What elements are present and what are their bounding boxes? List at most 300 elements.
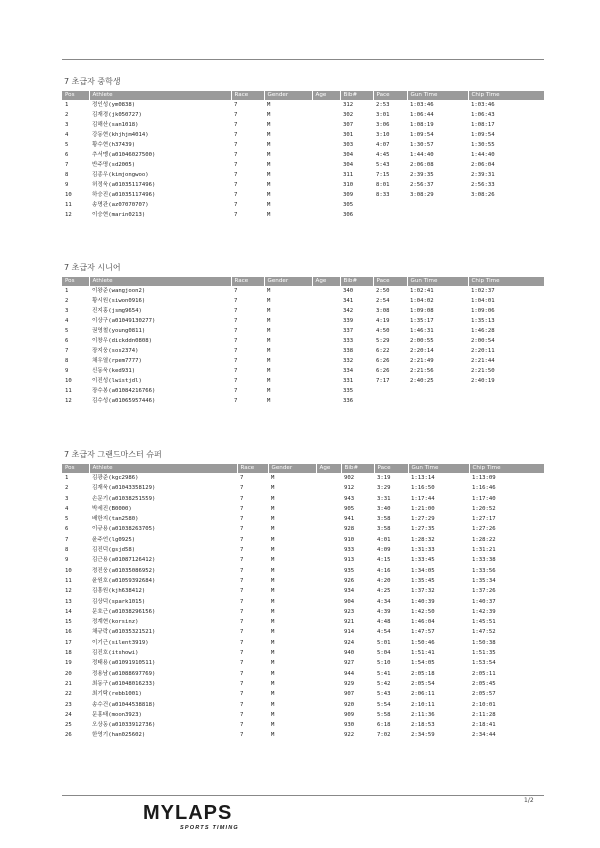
table-cell: 1:21:00 [411, 505, 435, 512]
table-cell: 1:31:21 [472, 547, 496, 554]
table-cell [312, 386, 340, 396]
table-cell: 김흥원(kjh638412) [92, 588, 146, 595]
table-cell: 7 [234, 328, 238, 334]
table-cell: 7 [240, 629, 244, 636]
table-cell: 4:50 [376, 328, 390, 334]
table-cell: 3:10 [376, 132, 390, 138]
table-cell [316, 494, 341, 504]
table-cell [316, 566, 341, 576]
table-cell: 1:35:17 [410, 318, 434, 324]
table-cell: 4:48 [377, 619, 391, 626]
table-cell: 5:04 [377, 650, 391, 657]
table-cell: M [267, 182, 271, 188]
table-cell: M [267, 202, 271, 208]
column-header: Gender [268, 464, 316, 473]
table-cell: 1:51:41 [411, 650, 435, 657]
table-cell: 910 [344, 536, 355, 543]
table-cell: 2:06:04 [471, 162, 495, 168]
table-cell: 이기근(silent3919) [92, 639, 149, 646]
table-cell: 26 [65, 732, 72, 739]
table-cell: 333 [343, 338, 354, 344]
table-cell: 1:06:44 [410, 112, 434, 118]
table-cell: 944 [344, 670, 355, 677]
table-row [62, 576, 544, 586]
table-cell: 손문기(a01038251559) [92, 495, 156, 502]
top-divider [62, 59, 544, 60]
table-cell: 11 [65, 388, 72, 394]
table-cell: 7 [234, 288, 238, 294]
table-cell [468, 386, 544, 396]
table-cell: 943 [344, 495, 355, 502]
table-cell: 7 [234, 112, 238, 118]
table-cell: 309 [343, 192, 354, 198]
table-row [62, 535, 544, 545]
table-cell: M [271, 650, 275, 657]
table-cell: 7 [234, 318, 238, 324]
table-cell [312, 170, 340, 180]
table-cell [316, 555, 341, 565]
table-cell: 최기탁(rebb1001) [92, 691, 142, 698]
table-cell: 김재경(jk050727) [92, 112, 142, 118]
table-cell [312, 120, 340, 130]
table-cell: 12 [65, 398, 72, 404]
table-cell: 7 [240, 691, 244, 698]
table-cell: 반주명(sd2005) [92, 162, 136, 168]
table-cell: M [267, 288, 271, 294]
table-cell: 922 [344, 732, 355, 739]
table-cell: 황시원(siwon0916) [92, 298, 146, 304]
table-cell: 2:05:54 [411, 680, 435, 687]
table-cell: 1:44:40 [471, 152, 495, 158]
table-row [62, 376, 544, 386]
table-row [62, 210, 544, 220]
results-table [62, 91, 545, 220]
table-cell [312, 376, 340, 386]
table-row [62, 545, 544, 555]
table-cell: 13 [65, 598, 72, 605]
table-cell: M [267, 378, 271, 384]
table-cell: 7 [240, 526, 244, 533]
column-header: Pos [62, 91, 89, 100]
table-cell: 1 [65, 102, 69, 108]
table-cell: 2:11:28 [472, 711, 496, 718]
table-cell: 332 [343, 358, 354, 364]
table-cell: 한영기(han025602) [92, 732, 146, 739]
table-cell: 2:20:14 [410, 348, 434, 354]
table-cell: 25 [65, 722, 72, 729]
table-cell: 1:47:52 [472, 629, 496, 636]
table-cell: 이창우(dickddn0808) [92, 338, 152, 344]
mylaps-logo [143, 803, 283, 835]
table-cell: 6:18 [377, 722, 391, 729]
table-cell: 1:27:29 [411, 516, 435, 523]
table-row [62, 710, 544, 720]
table-cell: 4:19 [376, 318, 390, 324]
table-cell: 921 [344, 619, 355, 626]
table-row [62, 356, 544, 366]
table-cell: 907 [344, 691, 355, 698]
table-cell: 7 [240, 547, 244, 554]
column-header: Athlete [89, 277, 231, 286]
column-header: Chip Time [469, 464, 544, 473]
table-cell: M [271, 536, 275, 543]
results-table [62, 464, 545, 741]
table-cell: 1:42:39 [472, 608, 496, 615]
column-header: Chip Time [468, 91, 544, 100]
table-cell: 7:02 [377, 732, 391, 739]
table-row [62, 597, 544, 607]
table-cell: 331 [343, 378, 354, 384]
table-cell: 김광준(kgc2986) [92, 475, 139, 481]
section-title: 7 초급자 중학생 [64, 77, 121, 86]
table-cell: 307 [343, 122, 354, 128]
table-cell [312, 306, 340, 316]
column-header: Race [231, 91, 264, 100]
table-cell: 7 [240, 711, 244, 718]
table-cell: 7:15 [376, 172, 390, 178]
table-cell: 304 [343, 152, 354, 158]
table-cell: M [267, 122, 271, 128]
table-cell: 장지웅(sos2374) [92, 348, 139, 354]
table-cell: 7 [240, 505, 244, 512]
table-cell: 3:31 [377, 495, 391, 502]
table-cell: 4:45 [376, 152, 390, 158]
table-cell: 7 [234, 308, 238, 314]
table-cell: 930 [344, 722, 355, 729]
table-cell: 1:33:38 [472, 557, 496, 564]
table-cell: 7 [234, 298, 238, 304]
table-cell: M [271, 557, 275, 564]
table-cell: 2:34:44 [472, 732, 496, 739]
table-cell: 7 [234, 348, 238, 354]
table-cell: 장수봉(a01084216766) [92, 388, 156, 394]
table-cell: 339 [343, 318, 354, 324]
table-cell: 황수현(h37439) [92, 142, 136, 148]
table-cell: 940 [344, 650, 355, 657]
table-cell: M [271, 660, 275, 667]
table-cell: 1:17:44 [411, 495, 435, 502]
table-cell: 7 [234, 388, 238, 394]
table-cell: 2:05:11 [472, 670, 496, 677]
table-cell: 5:01 [377, 639, 391, 646]
table-cell: M [267, 102, 271, 108]
table-cell: 7 [240, 516, 244, 523]
table-row [62, 730, 544, 740]
table-cell: 정태용(a01091910511) [92, 660, 156, 667]
table-row [62, 514, 544, 524]
table-cell: 김상덕(spark1015) [92, 598, 146, 605]
results-section [62, 450, 545, 741]
table-cell [316, 669, 341, 679]
table-row [62, 180, 544, 190]
table-row [62, 160, 544, 170]
table-cell [312, 110, 340, 120]
table-cell: 4:15 [377, 557, 391, 564]
table-cell: 하승진(a01035117496) [92, 192, 156, 198]
table-cell: 1:45:51 [472, 619, 496, 626]
table-cell: M [267, 308, 271, 314]
table-cell: 7 [240, 608, 244, 615]
table-cell [316, 689, 341, 699]
table-cell: 5:54 [377, 701, 391, 708]
table-cell [316, 679, 341, 689]
table-cell: 7 [234, 358, 238, 364]
table-cell [312, 366, 340, 376]
table-cell: 10 [65, 192, 72, 198]
table-cell: 7 [240, 639, 244, 646]
table-cell: 4:09 [377, 547, 391, 554]
table-cell: 이왕준(wangjoon2) [92, 288, 146, 294]
table-cell: 1:40:37 [472, 598, 496, 605]
table-cell: 1:27:35 [411, 526, 435, 533]
table-cell: M [267, 318, 271, 324]
table-cell: 7 [234, 132, 238, 138]
table-row [62, 669, 544, 679]
table-cell: 이규용(a01038263705) [92, 526, 156, 533]
table-cell: 15 [65, 619, 72, 626]
table-cell: 7 [234, 212, 238, 218]
table-cell: 5:10 [377, 660, 391, 667]
table-cell: 912 [344, 485, 355, 492]
table-cell: 1:03:46 [410, 102, 434, 108]
table-cell: 권영철(young0811) [92, 328, 146, 334]
table-cell [316, 545, 341, 555]
table-cell [407, 386, 468, 396]
table-cell: 7 [240, 588, 244, 595]
table-cell: 7 [234, 378, 238, 384]
table-cell: 4:07 [376, 142, 390, 148]
table-cell [373, 200, 407, 210]
table-cell: 2:39:31 [471, 172, 495, 178]
table-cell [312, 356, 340, 366]
table-cell: 336 [343, 398, 354, 404]
table-cell: 4:01 [377, 536, 391, 543]
table-cell: 7 [240, 732, 244, 739]
table-cell: M [267, 132, 271, 138]
table-cell: M [267, 162, 271, 168]
table-cell: M [271, 598, 275, 605]
table-cell: 8 [65, 547, 69, 554]
table-cell: 1:47:57 [411, 629, 435, 636]
table-cell [373, 386, 407, 396]
table-cell: 9 [65, 182, 69, 188]
table-cell: 3:29 [377, 485, 391, 492]
column-header: Race [231, 277, 264, 286]
table-row [62, 286, 544, 296]
table-cell: 4:39 [377, 608, 391, 615]
table-cell: 2:56:37 [410, 182, 434, 188]
table-row [62, 483, 544, 493]
table-cell [316, 627, 341, 637]
table-row [62, 648, 544, 658]
table-cell: 2:11:36 [411, 711, 435, 718]
table-cell: 18 [65, 650, 72, 657]
table-cell [373, 210, 407, 220]
table-cell: 2:40:25 [410, 378, 434, 384]
table-cell: 1:40:39 [411, 598, 435, 605]
table-cell: M [267, 142, 271, 148]
table-body [62, 473, 544, 741]
table-cell: M [271, 639, 275, 646]
table-cell: 5:41 [377, 670, 391, 677]
table-cell: 1:13:14 [411, 475, 435, 481]
table-cell: M [271, 516, 275, 523]
table-cell: 1:46:04 [411, 619, 435, 626]
table-row [62, 306, 544, 316]
table-cell: 7 [234, 368, 238, 374]
table-cell: 1:42:50 [411, 608, 435, 615]
table-cell: 6 [65, 152, 69, 158]
table-cell: 3 [65, 308, 69, 314]
column-header: Chip Time [468, 277, 544, 286]
table-cell: 7 [240, 619, 244, 626]
table-cell: 337 [343, 328, 354, 334]
table-row [62, 110, 544, 120]
table-cell: M [267, 328, 271, 334]
table-cell: 2:21:56 [410, 368, 434, 374]
column-header: Gender [264, 91, 312, 100]
table-cell: 4:54 [377, 629, 391, 636]
table-cell: M [267, 112, 271, 118]
table-cell: 7 [234, 202, 238, 208]
table-cell: 5:43 [376, 162, 390, 168]
table-cell: 7 [234, 162, 238, 168]
table-row [62, 190, 544, 200]
table-cell: 1:51:35 [472, 650, 496, 657]
table-cell: 7 [240, 536, 244, 543]
table-cell: 8:33 [376, 192, 390, 198]
table-cell: 3 [65, 495, 69, 502]
table-cell: 1:09:06 [471, 308, 495, 314]
table-cell [312, 180, 340, 190]
table-cell: 1:09:54 [410, 132, 434, 138]
table-cell: 이진성(lwistjdl) [92, 378, 142, 384]
column-header: Gun Time [407, 277, 468, 286]
table-cell: 7 [234, 152, 238, 158]
table-row [62, 386, 544, 396]
table-cell: M [271, 732, 275, 739]
table-cell: 22 [65, 691, 72, 698]
table-cell: 4 [65, 505, 69, 512]
table-row [62, 524, 544, 534]
table-cell: 2:21:50 [471, 368, 495, 374]
table-cell: 7 [240, 567, 244, 574]
table-cell [312, 200, 340, 210]
table-cell: M [267, 212, 271, 218]
table-cell: 1:34:05 [411, 567, 435, 574]
table-cell: 303 [343, 142, 354, 148]
table-cell: 7 [240, 660, 244, 667]
table-cell: M [267, 358, 271, 364]
table-cell: M [271, 680, 275, 687]
table-row [62, 296, 544, 306]
table-cell: 1:28:32 [411, 536, 435, 543]
table-cell: 2:10:01 [472, 701, 496, 708]
table-row [62, 627, 544, 637]
table-cell: 2:00:55 [410, 338, 434, 344]
table-cell: M [271, 608, 275, 615]
table-cell: 1:16:46 [472, 485, 496, 492]
logo-tagline: SPORTS TIMING [180, 825, 239, 831]
table-cell: 김수성(a01065957446) [92, 398, 156, 404]
table-cell: 문호근(a01038296156) [92, 608, 156, 615]
table-cell: 8 [65, 172, 69, 178]
table-cell: 1:31:33 [411, 547, 435, 554]
table-row [62, 130, 544, 140]
table-cell: 3:19 [377, 475, 391, 481]
table-row [62, 140, 544, 150]
table-cell: 1:35:13 [471, 318, 495, 324]
table-cell: 934 [344, 588, 355, 595]
table-cell: 채우열(rpem7777) [92, 358, 142, 364]
table-cell [316, 710, 341, 720]
table-cell [316, 514, 341, 524]
column-header: Bib# [341, 464, 374, 473]
table-cell: 6:26 [376, 368, 390, 374]
table-cell: M [267, 298, 271, 304]
table-cell: 16 [65, 629, 72, 636]
table-cell: 929 [344, 680, 355, 687]
table-cell [312, 160, 340, 170]
table-row [62, 617, 544, 627]
table-cell [316, 535, 341, 545]
table-cell: 진지홍(jsmg9654) [92, 308, 142, 314]
table-cell: M [271, 670, 275, 677]
table-cell [316, 607, 341, 617]
table-cell: 342 [343, 308, 354, 314]
table-cell [407, 200, 468, 210]
table-cell: M [271, 588, 275, 595]
section-title: 7 초급자 시니어 [64, 263, 121, 272]
table-cell: 17 [65, 639, 72, 646]
table-cell: 6 [65, 338, 69, 344]
column-header: Age [312, 277, 340, 286]
table-cell: 1:30:55 [471, 142, 495, 148]
table-cell: 1 [65, 288, 69, 294]
table-cell: 2:39:35 [410, 172, 434, 178]
table-cell: 4 [65, 318, 69, 324]
table-cell: 1:50:46 [411, 639, 435, 646]
column-header: Pos [62, 277, 89, 286]
table-cell: 4:34 [377, 598, 391, 605]
table-cell: 311 [343, 172, 354, 178]
table-cell: 1:02:37 [471, 288, 495, 294]
table-cell: 1:53:54 [472, 660, 496, 667]
table-cell: 1:08:19 [410, 122, 434, 128]
table-cell [316, 658, 341, 668]
table-cell: 3:08:26 [471, 192, 495, 198]
table-cell: 913 [344, 557, 355, 564]
table-cell: 935 [344, 567, 355, 574]
table-cell: M [271, 619, 275, 626]
table-cell [316, 617, 341, 627]
table-cell: 2 [65, 112, 69, 118]
results-section [62, 263, 545, 406]
table-cell: 1:27:26 [472, 526, 496, 533]
table-header-row [62, 464, 544, 473]
table-cell: 1:46:28 [471, 328, 495, 334]
table-cell: 3:58 [377, 526, 391, 533]
table-cell: M [271, 711, 275, 718]
table-cell: 2:56:33 [471, 182, 495, 188]
table-cell: 이승현(marin0213) [92, 212, 146, 218]
table-cell: 12 [65, 212, 72, 218]
table-cell [316, 597, 341, 607]
column-header: Gun Time [407, 91, 468, 100]
table-cell: 338 [343, 348, 354, 354]
table-row [62, 316, 544, 326]
table-row [62, 720, 544, 730]
